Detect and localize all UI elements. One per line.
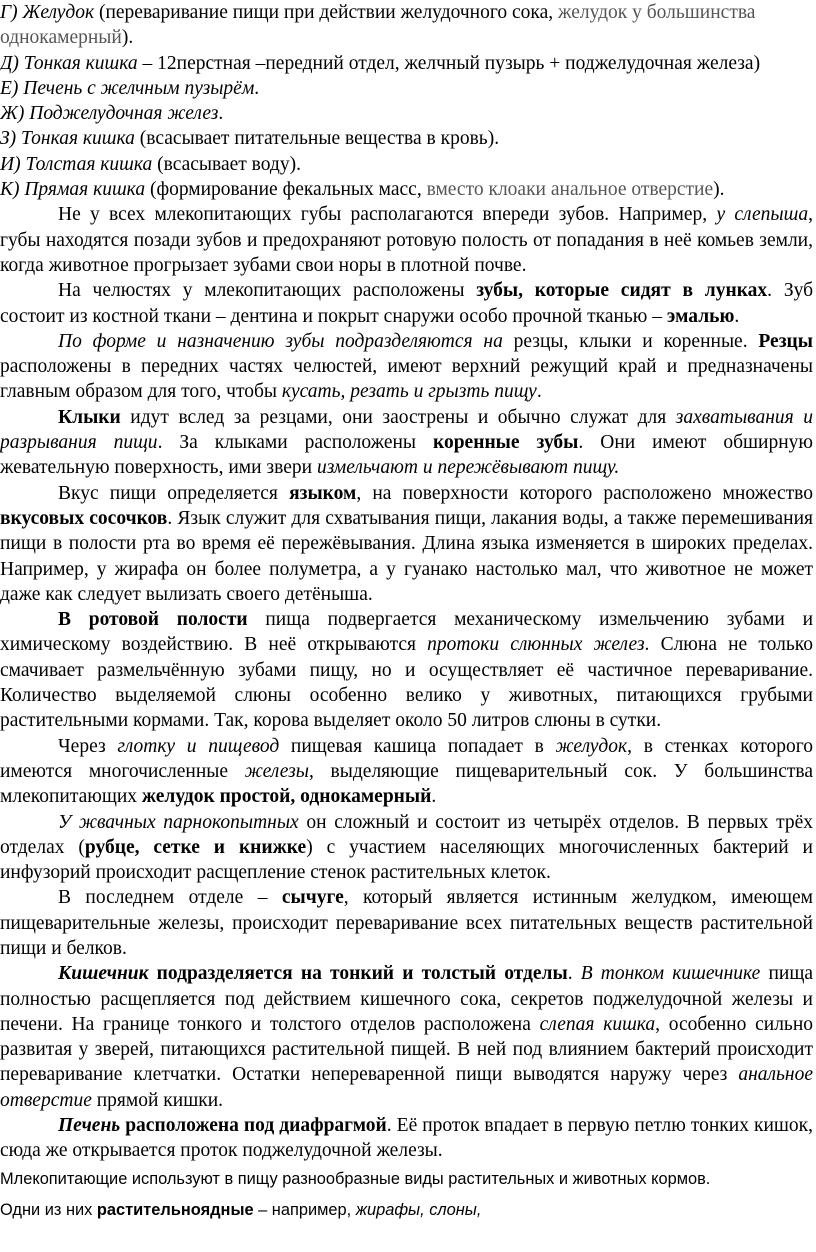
- paragraph-tooth-forms: По форме и назначению зубы подразделяются на резцы, клыки и коренные. Резцы расположены в передних частях челюстей, имеют верхний режущий край и предназначены главным образом для того, чтобы кусать, резать и грызть пищу.: [0, 330, 813, 403]
- paragraph-teeth: На челюстях у млекопитающих расположены зубы, которые сидят в лунках. Зуб состоит из костной ткани – дентина и покрыт снаружи особо прочной тканью – эмалью.: [0, 280, 813, 327]
- tail-line-food: Млекопитающие используют в пищу разнообразные виды растительных и животных кормов.: [0, 1169, 711, 1188]
- paragraph-ruminants: У жвачных парнокопытных он сложный и состоит из четырёх отделов. В первых трёх отделах (рубце, сетке и книжке) с участием населяющих многочисленных бактерий и инфузорий происходит расщепление стенок растительных клеток.: [0, 811, 813, 884]
- tail-line-herbivores: Одни из них растительноядные – например, жирафы, слоны,: [0, 1200, 482, 1219]
- list-item-liver: Е) Печень с желчным пузырём.: [0, 77, 260, 99]
- list-item-large-intestine: И) Толстая кишка (всасывает воду).: [0, 153, 301, 175]
- digestive-organs-list: [0, 0, 813, 202]
- paragraph-abomasum: В последнем отделе – сычуге, который является истинным желудком, имеющем пищеварительные железы, происходит переваривание всех питательных веществ растительной пищи и белков.: [0, 887, 813, 959]
- paragraph-intestine: Кишечник подразделяется на тонкий и толстый отделы. В тонком кишечнике пища полностью расщепляется под действием кишечного сока, секретов поджелудочной железы и печени. На границе тонкого и толстого отделов расположена слепая кишка, особенно сильно развитая у зверей, питающихся растительной пищей. В ней под влиянием бактерий происходит переваривание клетчатки. Остатки непереваренной пищи выводятся наружу через анальное отверстие прямой кишки.: [0, 963, 814, 1111]
- paragraph-tongue: Вкус пищи определяется языком, на поверхности которого расположено множество вкусовых сосочков. Язык служит для схватывания пищи, лакания воды, а также перемешивания пищи в полости рта во время её пережёвывания. Длина языка изменяется в широких пределах. Например, у жирафа он более полуметра, а у гуанако настолько мал, что животное не может даже как следует вылизать своего детёныша.: [0, 482, 813, 605]
- paragraph-stomach: Через глотку и пищевод пищевая кашица попадает в желудок, в стенках которого имеются многочисленные железы, выделяющие пищеварительный сок. У большинства млекопитающих желудок простой, однокамерный.: [0, 735, 813, 808]
- paragraph-mouth-cavity: В ротовой полости пища подвергается механическому измельчению зубами и химическому воздействию. В неё открываются протоки слюнных желез. Слюна не только смачивает размельчённую зубами пищу, но и осуществляет её частичное переваривание. Количество выделяемой слюны особенно велико у животных, питающихся грубыми растительными кормами. Так, корова выделяет около 50 литров слюны в сутки.: [0, 609, 814, 732]
- paragraph-lips: Не у всех млекопитающих губы располагаются впереди зубов. Например, у слепыша, губы находятся позади зубов и предохраняют ротовую полость от попадания в неё комьев земли, когда животное прогрызает зубами свои норы в плотной почве.: [0, 204, 813, 276]
- paragraph-liver: Печень расположена под диафрагмой. Её проток впадает в первую петлю тонких кишок, сюда же открывается проток поджелудочной железы.: [0, 1115, 813, 1162]
- list-item-small-intestine: Д) Тонкая кишка – 12перстная –передний отдел, желчный пузырь + поджелудочная железа): [0, 52, 761, 74]
- list-item-pancreas: Ж) Поджелудочная желез.: [0, 103, 224, 125]
- paragraph-canines: Клыки идут вслед за резцами, они заострены и обычно служат для захватывания и разрывания пищи. За клыками расположены коренные зубы. Они имеют обширную жевательную поверхность, ими звери измельчают и пережёвывают пищу.: [0, 406, 814, 479]
- list-item-stomach: Г) Желудок (переваривание пищи при действии желудочного сока, желудок у большинства однокамерный).: [0, 2, 756, 49]
- closing-lines: [0, 1164, 813, 1226]
- list-item-rectum: К) Прямая кишка (формирование фекальных масс, вместо клоаки анальное отверстие).: [0, 179, 725, 201]
- list-item-small-intestine-absorption: З) Тонкая кишка (всасывает питательные вещества в кровь).: [0, 128, 500, 150]
